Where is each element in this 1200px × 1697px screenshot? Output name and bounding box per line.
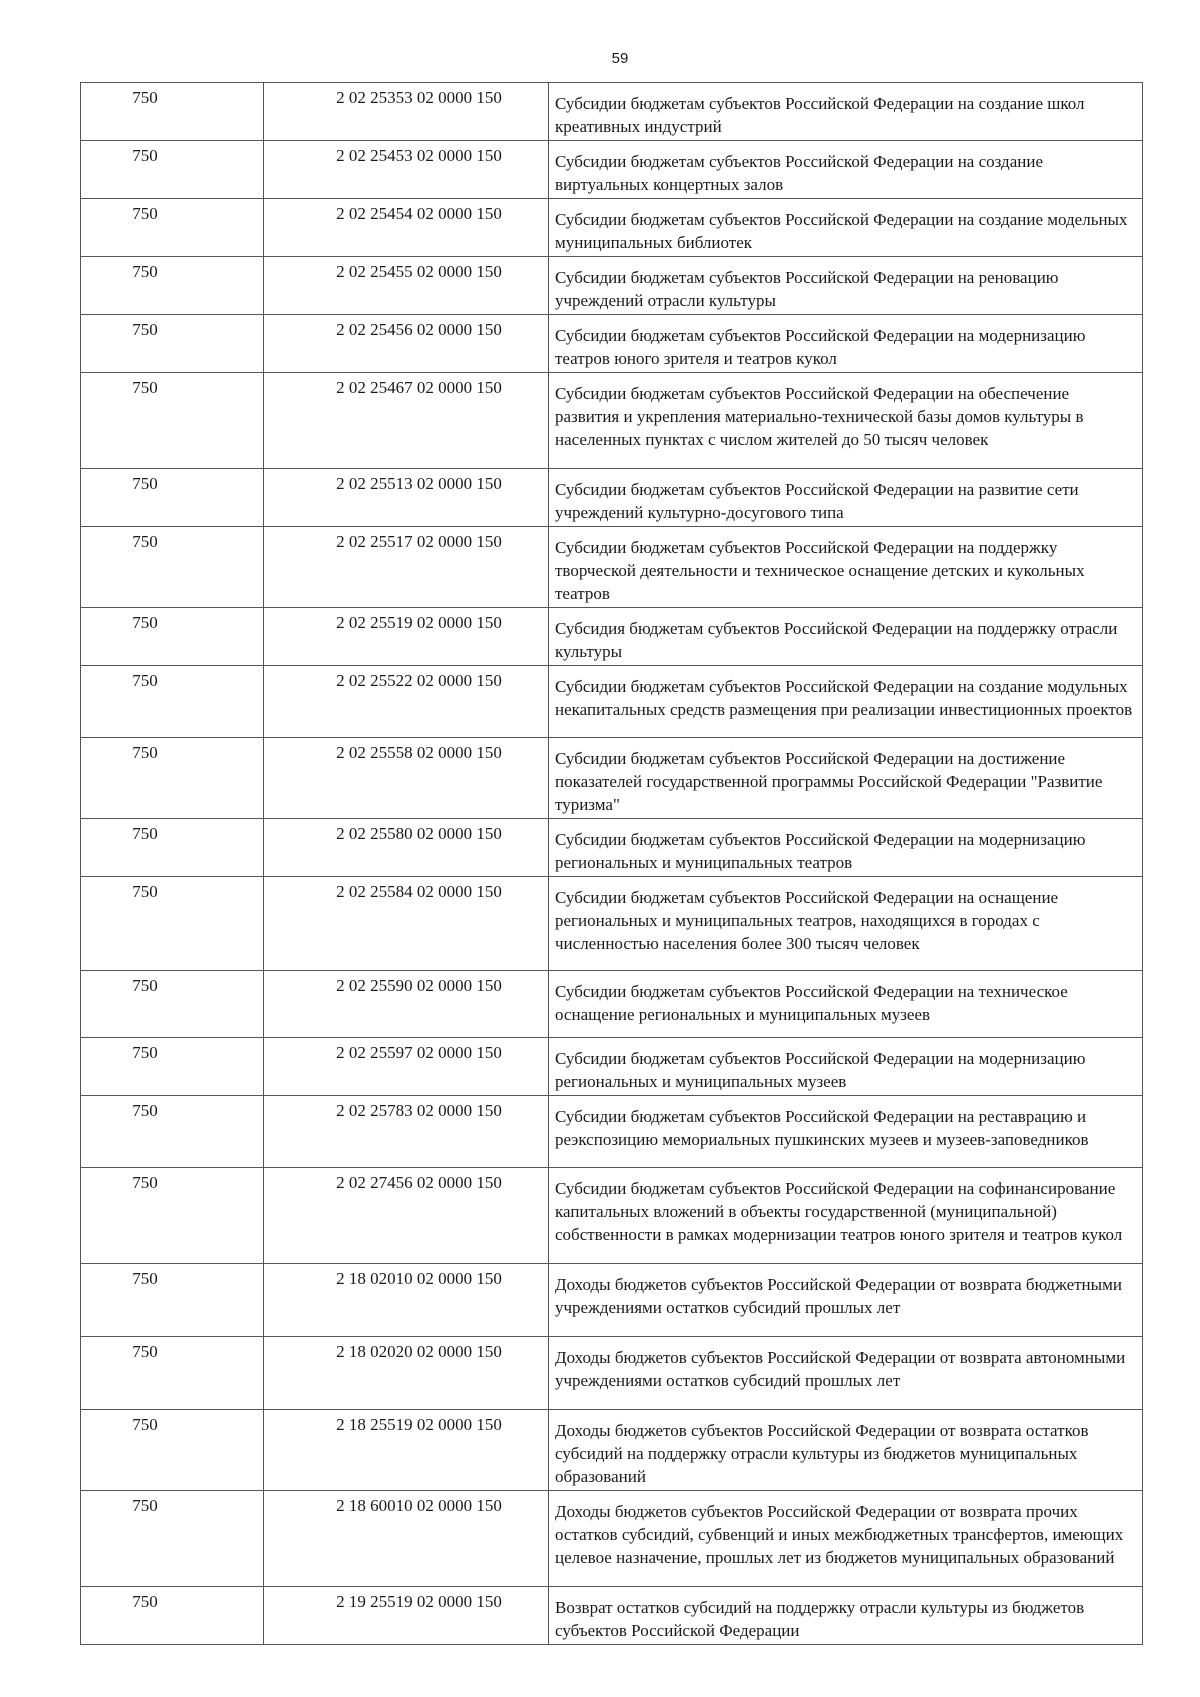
budget-code-cell: 2 02 25455 02 0000 150 (264, 257, 549, 315)
table-row (81, 608, 1143, 666)
table-row (81, 199, 1143, 257)
income-name-cell: Субсидии бюджетам субъектов Российской Федерации на реновацию учреждений отрасли культуры (549, 257, 1143, 315)
admin-code-cell: 750 (81, 1264, 264, 1337)
budget-code-cell: 2 02 25456 02 0000 150 (264, 315, 549, 373)
admin-code-cell: 750 (81, 1587, 264, 1645)
admin-code-cell: 750 (81, 1410, 264, 1491)
budget-code-cell: 2 02 25519 02 0000 150 (264, 608, 549, 666)
table-row (81, 373, 1143, 469)
income-name-cell: Субсидии бюджетам субъектов Российской Федерации на реставрацию и реэкспозицию мемориальных пушкинских музеев и музеев-заповедников (549, 1096, 1143, 1168)
budget-code-cell: 2 02 25513 02 0000 150 (264, 469, 549, 527)
income-name-cell: Возврат остатков субсидий на поддержку отрасли культуры из бюджетов субъектов Российской Федерации (549, 1587, 1143, 1645)
budget-codes-table (80, 82, 1143, 1645)
table-row (81, 83, 1143, 141)
income-name-cell: Доходы бюджетов субъектов Российской Федерации от возврата прочих остатков субсидий, субвенций и иных межбюджетных трансфертов, имеющих целевое назначение, прошлых лет из бюджетов муниципальных образований (549, 1491, 1143, 1587)
budget-code-cell: 2 02 25558 02 0000 150 (264, 738, 549, 819)
budget-code-cell: 2 18 02010 02 0000 150 (264, 1264, 549, 1337)
table-row (81, 1587, 1143, 1645)
admin-code-cell: 750 (81, 469, 264, 527)
budget-code-cell: 2 02 25580 02 0000 150 (264, 819, 549, 877)
income-name-cell: Субсидии бюджетам субъектов Российской Федерации на создание модельных муниципальных библиотек (549, 199, 1143, 257)
table-row (81, 1096, 1143, 1168)
table-row (81, 738, 1143, 819)
budget-code-cell: 2 02 27456 02 0000 150 (264, 1168, 549, 1264)
admin-code-cell: 750 (81, 1337, 264, 1410)
table-row (81, 666, 1143, 738)
budget-code-cell: 2 18 02020 02 0000 150 (264, 1337, 549, 1410)
budget-code-cell: 2 19 25519 02 0000 150 (264, 1587, 549, 1645)
admin-code-cell: 750 (81, 141, 264, 199)
income-name-cell: Субсидии бюджетам субъектов Российской Федерации на развитие сети учреждений культурно-досугового типа (549, 469, 1143, 527)
table-row (81, 469, 1143, 527)
budget-code-cell: 2 02 25353 02 0000 150 (264, 83, 549, 141)
admin-code-cell: 750 (81, 199, 264, 257)
table-row (81, 257, 1143, 315)
income-name-cell: Субсидии бюджетам субъектов Российской Федерации на создание модульных некапитальных средств размещения при реализации инвестиционных проектов (549, 666, 1143, 738)
admin-code-cell: 750 (81, 1491, 264, 1587)
admin-code-cell: 750 (81, 971, 264, 1038)
table-body (81, 83, 1143, 1645)
income-name-cell: Субсидии бюджетам субъектов Российской Федерации на софинансирование капитальных вложений в объекты государственной (муниципальной) собственности в рамках модернизации театров юного зрителя и театров кукол (549, 1168, 1143, 1264)
admin-code-cell: 750 (81, 373, 264, 469)
income-name-cell: Субсидии бюджетам субъектов Российской Федерации на модернизацию театров юного зрителя и театров кукол (549, 315, 1143, 373)
admin-code-cell: 750 (81, 1038, 264, 1096)
table-row (81, 819, 1143, 877)
admin-code-cell: 750 (81, 83, 264, 141)
table-row (81, 1168, 1143, 1264)
income-name-cell: Субсидии бюджетам субъектов Российской Федерации на создание школ креативных индустрий (549, 83, 1143, 141)
table-row (81, 971, 1143, 1038)
income-name-cell: Субсидии бюджетам субъектов Российской Федерации на обеспечение развития и укрепления материально-технической базы домов культуры в населенных пунктах с числом жителей до 50 тысяч человек (549, 373, 1143, 469)
admin-code-cell: 750 (81, 1168, 264, 1264)
table-row (81, 1038, 1143, 1096)
income-name-cell: Субсидии бюджетам субъектов Российской Федерации на оснащение региональных и муниципальных театров, находящихся в городах с численностью населения более 300 тысяч человек (549, 877, 1143, 971)
income-name-cell: Доходы бюджетов субъектов Российской Федерации от возврата остатков субсидий на поддержку отрасли культуры из бюджетов муниципальных образований (549, 1410, 1143, 1491)
budget-code-cell: 2 02 25584 02 0000 150 (264, 877, 549, 971)
table-row (81, 315, 1143, 373)
table-row (81, 527, 1143, 608)
admin-code-cell: 750 (81, 666, 264, 738)
budget-code-cell: 2 02 25783 02 0000 150 (264, 1096, 549, 1168)
income-name-cell: Субсидия бюджетам субъектов Российской Федерации на поддержку отрасли культуры (549, 608, 1143, 666)
budget-code-cell: 2 02 25597 02 0000 150 (264, 1038, 549, 1096)
table-row (81, 877, 1143, 971)
table-row (81, 1264, 1143, 1337)
income-name-cell: Субсидии бюджетам субъектов Российской Федерации на модернизацию региональных и муниципальных музеев (549, 1038, 1143, 1096)
budget-code-cell: 2 02 25454 02 0000 150 (264, 199, 549, 257)
admin-code-cell: 750 (81, 608, 264, 666)
income-name-cell: Субсидии бюджетам субъектов Российской Федерации на техническое оснащение региональных и муниципальных музеев (549, 971, 1143, 1038)
admin-code-cell: 750 (81, 527, 264, 608)
budget-code-cell: 2 18 25519 02 0000 150 (264, 1410, 549, 1491)
table-row (81, 1410, 1143, 1491)
page-number: 59 (611, 50, 629, 67)
admin-code-cell: 750 (81, 877, 264, 971)
admin-code-cell: 750 (81, 315, 264, 373)
admin-code-cell: 750 (81, 738, 264, 819)
income-name-cell: Субсидии бюджетам субъектов Российской Федерации на поддержку творческой деятельности и техническое оснащение детских и кукольных театров (549, 527, 1143, 608)
table-row (81, 1491, 1143, 1587)
income-name-cell: Доходы бюджетов субъектов Российской Федерации от возврата автономными учреждениями остатков субсидий прошлых лет (549, 1337, 1143, 1410)
budget-code-cell: 2 02 25522 02 0000 150 (264, 666, 549, 738)
admin-code-cell: 750 (81, 257, 264, 315)
admin-code-cell: 750 (81, 1096, 264, 1168)
income-name-cell: Доходы бюджетов субъектов Российской Федерации от возврата бюджетными учреждениями остатков субсидий прошлых лет (549, 1264, 1143, 1337)
budget-code-cell: 2 02 25453 02 0000 150 (264, 141, 549, 199)
income-name-cell: Субсидии бюджетам субъектов Российской Федерации на создание виртуальных концертных залов (549, 141, 1143, 199)
admin-code-cell: 750 (81, 819, 264, 877)
table-row (81, 1337, 1143, 1410)
income-name-cell: Субсидии бюджетам субъектов Российской Федерации на достижение показателей государственной программы Российской Федерации "Развитие туризма" (549, 738, 1143, 819)
income-name-cell: Субсидии бюджетам субъектов Российской Федерации на модернизацию региональных и муниципальных театров (549, 819, 1143, 877)
table-row (81, 141, 1143, 199)
budget-code-cell: 2 18 60010 02 0000 150 (264, 1491, 549, 1587)
budget-code-cell: 2 02 25517 02 0000 150 (264, 527, 549, 608)
budget-code-cell: 2 02 25467 02 0000 150 (264, 373, 549, 469)
budget-code-cell: 2 02 25590 02 0000 150 (264, 971, 549, 1038)
